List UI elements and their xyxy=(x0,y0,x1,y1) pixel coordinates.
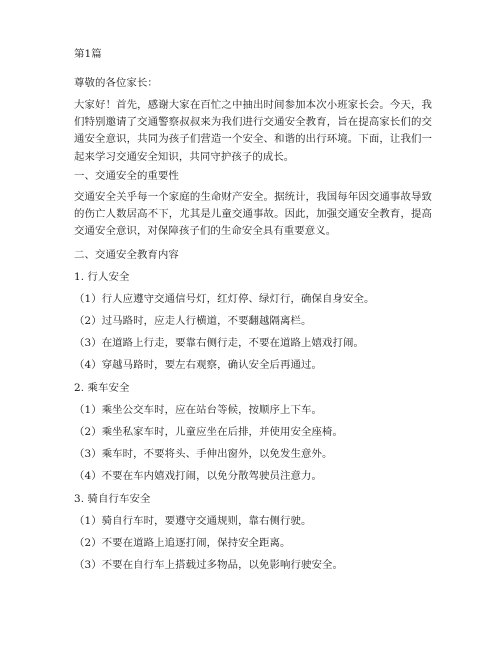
group-title-ride: 2. 乘车安全 xyxy=(74,382,130,394)
list-item: （4）不要在车内嬉戏打闹，以免分散驾驶员注意力。 xyxy=(74,470,322,482)
list-item: （2）过马路时，应走人行横道，不要翻越隔离栏。 xyxy=(74,315,312,327)
section-heading-1: 一、交通安全的重要性 xyxy=(74,170,179,182)
list-item: （3）乘车时，不要将头、手伸出窗外，以免发生意外。 xyxy=(74,448,333,460)
list-item: （1）乘坐公交车时，应在站台等候，按顺序上下车。 xyxy=(74,404,322,416)
section-heading-2: 二、交通安全教育内容 xyxy=(74,249,179,261)
group-title-pedestrian: 1. 行人安全 xyxy=(74,271,130,283)
intro-paragraph: 大家好！首先，感谢大家在百忙之中抽出时间参加本次小班家长会。今天，我们特别邀请了交通警察叔叔来为我们进行交通安全教育，旨在提高家长们的交通安全意识，共同为孩子们营造一个安全、和谐的出行环境。下面，让我们一起来学习交通安全知识，共同守护孩子的成长。 xyxy=(74,99,432,163)
group-title-bicycle: 3. 骑自行车安全 xyxy=(74,493,151,505)
list-item: （3）在道路上行走，要靠右侧行走，不要在道路上嬉戏打闹。 xyxy=(74,337,364,349)
list-item: （1）骑自行车时，要遵守交通规则，靠右侧行驶。 xyxy=(74,515,312,527)
page-label: 第1篇 xyxy=(74,48,102,60)
list-item: （2）不要在道路上追逐打闹，保持安全距离。 xyxy=(74,537,291,549)
list-item: （2）乘坐私家车时，儿童应坐在后排，并使用安全座椅。 xyxy=(74,426,343,438)
salutation: 尊敬的各位家长： xyxy=(74,77,158,89)
list-item: （3）不要在自行车上搭载过多物品，以免影响行驶安全。 xyxy=(74,559,343,571)
list-item: （1）行人应遵守交通信号灯，红灯停、绿灯行，确保自身安全。 xyxy=(74,293,375,305)
list-item: （4）穿越马路时，要左右观察，确认安全后再通过。 xyxy=(74,359,322,371)
section-1-paragraph: 交通安全关乎每一个家庭的生命财产安全。据统计，我国每年因交通事故导致的伤亡人数居高不下，尤其是儿童交通事故。因此，加强交通安全教育，提高交通安全意识，对保障孩子们的生命安全具有重要意义。 xyxy=(74,191,432,238)
